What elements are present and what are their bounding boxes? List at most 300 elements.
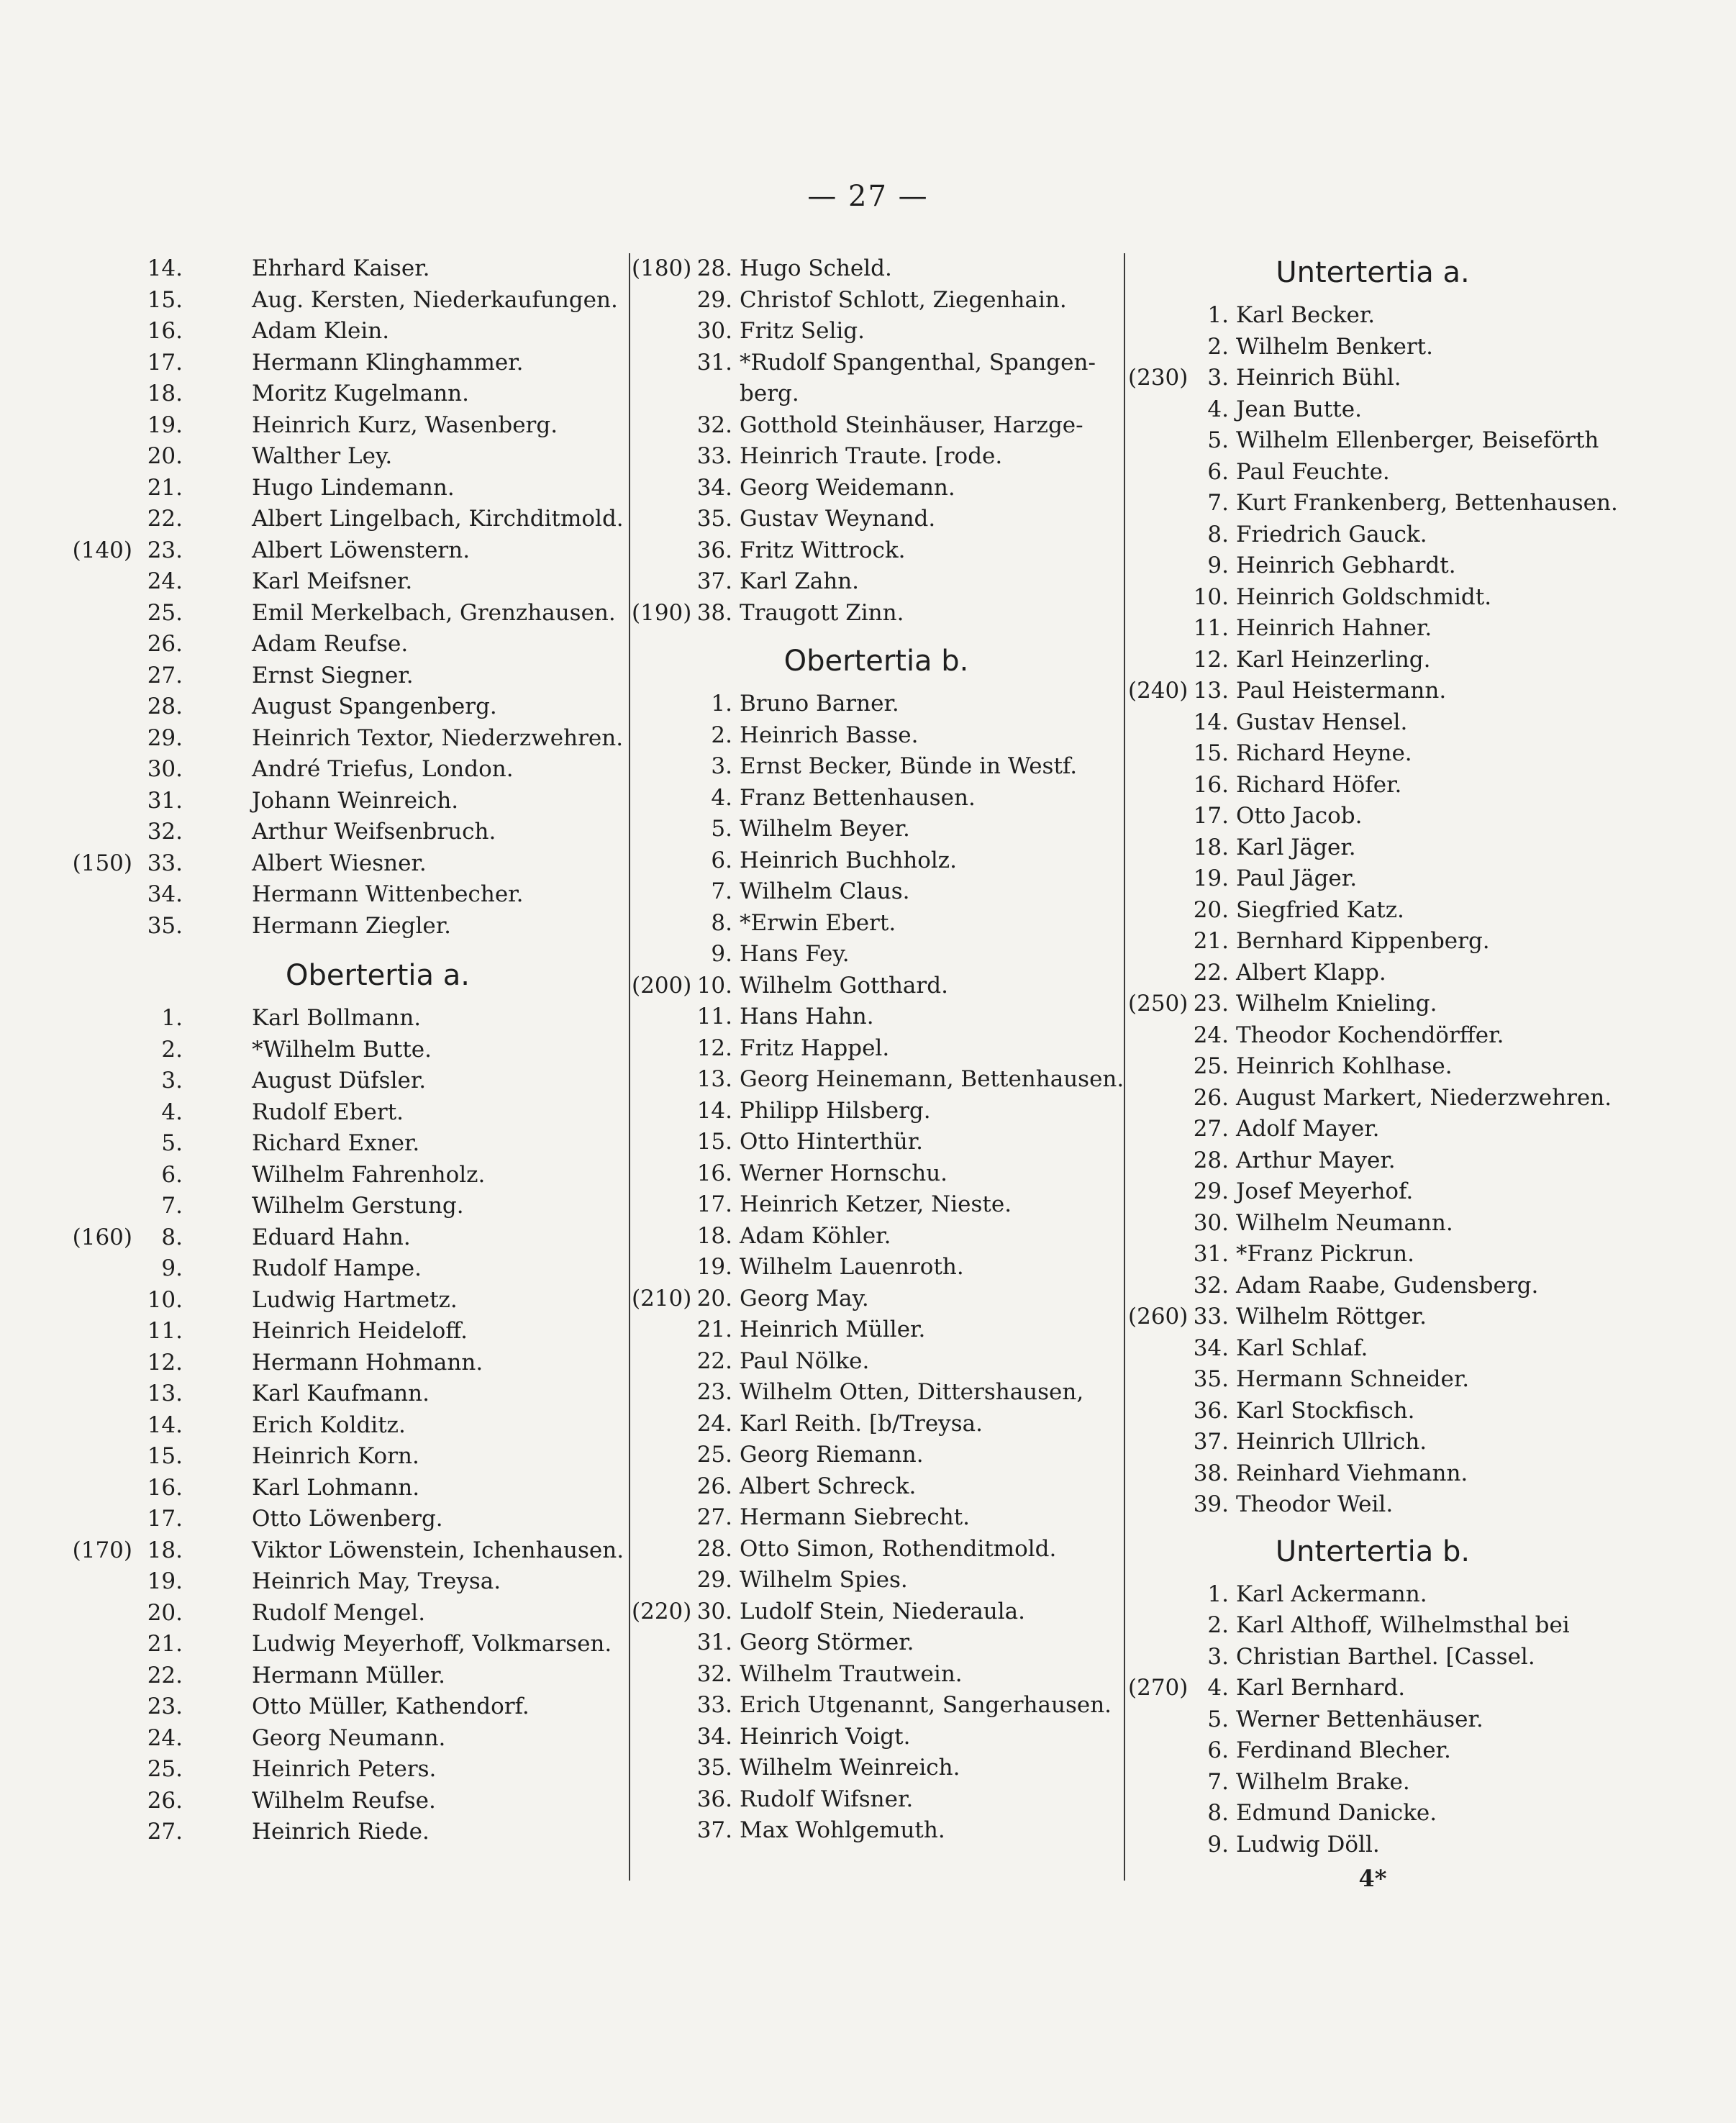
student-entry	[1128, 1767, 1617, 1799]
student-number: 32.	[696, 412, 732, 438]
student-number: 9.	[161, 1255, 183, 1281]
student-name: Albert Löwenstern.	[252, 537, 471, 563]
student-number: 14.	[1193, 709, 1229, 735]
student-name: Rudolf Ebert.	[252, 1099, 404, 1125]
student-number: 34.	[696, 474, 732, 501]
student-number: 6.	[1207, 458, 1229, 485]
column-2	[632, 253, 1124, 1847]
student-count: (260)	[1128, 1304, 1189, 1329]
student-entry	[1128, 1020, 1617, 1052]
student-entry	[137, 378, 619, 410]
student-count: (210)	[632, 1285, 692, 1311]
student-number: 16.	[696, 1160, 732, 1186]
student-name: Heinrich Traute. [rode.	[740, 443, 1003, 469]
student-name: Ernst Siegner.	[252, 662, 414, 688]
student-name: Heinrich Buchholz.	[740, 847, 957, 873]
student-number: 25.	[696, 1442, 732, 1468]
student-number: 9.	[1207, 1831, 1229, 1858]
student-name: Wilhelm Ellenberger, Beiseförth	[1236, 427, 1599, 453]
student-name: Traugott Zinn.	[740, 599, 904, 626]
student-entry	[1128, 332, 1617, 363]
student-number: 24.	[147, 568, 183, 594]
student-name: *Erwin Ebert.	[740, 909, 896, 936]
student-list	[1128, 300, 1617, 1521]
student-number: 15.	[147, 286, 183, 313]
student-entry	[137, 691, 619, 723]
student-name: Albert Klapp.	[1236, 959, 1386, 986]
student-name: Georg Weidemann.	[740, 474, 955, 501]
student-name: Bruno Barner.	[740, 691, 899, 717]
student-name: Viktor Löwenstein, Ichenhausen.	[252, 1537, 624, 1563]
student-entry	[632, 566, 1121, 598]
student-entry	[632, 378, 1121, 410]
student-number: 21.	[147, 474, 183, 501]
student-number: 14.	[696, 1097, 732, 1124]
student-entry	[1128, 863, 1617, 895]
student-entry	[1128, 707, 1617, 739]
student-entry	[632, 410, 1121, 442]
student-name: Albert Schreck.	[740, 1473, 917, 1499]
student-name: Ludwig Meyerhoff, Volkmarsen.	[252, 1631, 612, 1657]
student-number: 7.	[711, 878, 732, 904]
student-entry	[1128, 1489, 1617, 1521]
student-number: 4.	[711, 784, 732, 811]
student-entry	[137, 817, 619, 848]
student-number: 12.	[1193, 646, 1229, 673]
student-name: Reinhard Viehmann.	[1236, 1460, 1468, 1486]
student-name: Hugo Scheld.	[740, 255, 892, 281]
student-name: *Rudolf Spangenthal, Spangen-	[740, 349, 1096, 376]
student-entry	[1128, 1208, 1617, 1240]
student-number: 32.	[696, 1660, 732, 1687]
student-number: 31.	[696, 1629, 732, 1655]
student-entry	[632, 1158, 1121, 1190]
student-number: 5.	[161, 1130, 183, 1156]
student-name: Hermann Wittenbecher.	[252, 881, 524, 907]
student-name: Ernst Becker, Bünde in Westf.	[740, 753, 1078, 779]
student-entry	[632, 1283, 1121, 1315]
student-number: 20.	[147, 1599, 183, 1626]
student-entry	[632, 1064, 1124, 1096]
student-entry	[72, 1535, 624, 1567]
student-entry	[632, 1252, 1121, 1283]
student-number: 36.	[696, 1786, 732, 1812]
student-number: 11.	[147, 1318, 183, 1344]
student-name: Johann Weinreich.	[252, 787, 459, 814]
student-entry	[1128, 425, 1617, 457]
student-name: Werner Hornschu.	[740, 1160, 948, 1186]
student-number: 5.	[711, 816, 732, 842]
student-list	[632, 688, 1124, 1847]
student-name: *Franz Pickrun.	[1236, 1241, 1414, 1267]
student-name: Heinrich Gebhardt.	[1236, 553, 1456, 578]
student-name: Heinrich Ullrich.	[1236, 1429, 1427, 1455]
student-name: Otto Müller, Kathendorf.	[252, 1694, 530, 1719]
student-entry	[137, 285, 619, 317]
student-name: Otto Löwenberg.	[252, 1506, 443, 1532]
student-entry	[1128, 895, 1617, 927]
student-count: (150)	[72, 850, 132, 876]
student-name: Hermann Schneider.	[1236, 1366, 1470, 1392]
student-name: Wilhelm Fahrenholz.	[252, 1161, 486, 1188]
student-entry	[1128, 1270, 1617, 1302]
student-number: 13.	[147, 1381, 183, 1406]
student-number: 4.	[1207, 1675, 1229, 1701]
student-entry	[1128, 801, 1617, 832]
student-number: 27.	[1193, 1116, 1229, 1142]
student-entry	[137, 1035, 619, 1066]
student-number: 17.	[1193, 803, 1229, 829]
student-number: 33.	[1193, 1304, 1229, 1329]
student-entry	[632, 504, 1121, 535]
student-entry	[632, 1471, 1121, 1503]
student-number: 16.	[147, 1474, 183, 1501]
student-name: Theodor Weil.	[1236, 1491, 1394, 1517]
student-entry	[632, 1627, 1121, 1659]
signature-mark: 4*	[1358, 1865, 1387, 1892]
student-number: 23.	[147, 537, 183, 563]
student-number: 18.	[696, 1222, 732, 1249]
student-entry	[632, 1815, 1121, 1847]
student-entry	[1128, 394, 1617, 426]
student-name: Otto Simon, Rothenditmold.	[740, 1535, 1057, 1562]
student-number: 2.	[1207, 1612, 1229, 1638]
student-entry	[137, 1754, 619, 1786]
class-heading: Obertertia a.	[286, 959, 470, 992]
student-name: Wilhelm Röttger.	[1236, 1304, 1427, 1329]
student-number: 28.	[1193, 1147, 1229, 1173]
student-entry	[137, 1191, 619, 1222]
student-entry	[1128, 1673, 1617, 1704]
student-count: (190)	[632, 599, 692, 626]
student-entry	[632, 1314, 1121, 1346]
student-entry	[1128, 770, 1617, 801]
student-name: Paul Jäger.	[1236, 865, 1358, 891]
student-entry	[1128, 1145, 1617, 1177]
student-entry	[1128, 988, 1617, 1020]
student-name: Wilhelm Knieling.	[1236, 991, 1437, 1017]
student-name: Georg May.	[740, 1285, 869, 1311]
student-name: Heinrich Ketzer, Nieste.	[740, 1191, 1012, 1217]
student-name: Albert Lingelbach, Kirchditmold.	[252, 506, 624, 532]
student-entry	[137, 1003, 619, 1035]
student-number: 4.	[1207, 396, 1229, 422]
student-entry	[137, 1598, 619, 1629]
student-name: Franz Bettenhausen.	[740, 784, 976, 811]
student-entry	[137, 660, 619, 692]
student-entry	[1128, 926, 1617, 958]
student-entry	[632, 876, 1121, 908]
student-number: 11.	[1193, 615, 1229, 641]
student-number: 22.	[1193, 959, 1229, 986]
student-name: August Spangenberg.	[252, 694, 497, 719]
student-number: 31.	[147, 787, 183, 814]
student-entry	[1128, 738, 1617, 770]
student-name: Christian Barthel. [Cassel.	[1236, 1643, 1535, 1670]
student-number: 19.	[147, 1568, 183, 1594]
student-name: Ferdinand Blecher.	[1236, 1737, 1451, 1763]
student-number: 18.	[147, 1537, 183, 1563]
student-entry	[632, 1502, 1121, 1534]
student-name: Philipp Hilsberg.	[740, 1097, 931, 1124]
student-number: 30.	[1193, 1209, 1229, 1236]
student-name: Heinrich Müller.	[740, 1317, 926, 1342]
student-number: 34.	[147, 881, 183, 907]
student-name: Fritz Selig.	[740, 318, 865, 344]
student-name: Georg Heinemann, Bettenhausen.	[740, 1066, 1124, 1092]
student-count: (160)	[72, 1224, 132, 1250]
student-name: Aug. Kersten, Niederkaufungen.	[252, 286, 618, 313]
student-number: 30.	[147, 756, 183, 782]
student-name: Karl Bernhard.	[1236, 1675, 1406, 1701]
student-entry	[137, 347, 619, 379]
student-name: Hugo Lindemann.	[252, 474, 455, 501]
student-number: 7.	[1207, 1768, 1229, 1795]
student-name: Rudolf Hampe.	[252, 1255, 422, 1281]
student-name: Gotthold Steinhäuser, Harzge-	[740, 412, 1083, 438]
student-name: Theodor Kochendörffer.	[1236, 1022, 1504, 1048]
student-entry	[137, 754, 619, 786]
student-name: Heinrich Kurz, Wasenberg.	[252, 412, 558, 438]
student-name: Emil Merkelbach, Grenzhausen.	[252, 599, 616, 626]
student-entry	[632, 1409, 1121, 1440]
student-name: *Wilhelm Butte.	[252, 1036, 432, 1063]
class-heading: Obertertia b.	[783, 645, 969, 678]
student-number: 13.	[1193, 678, 1229, 704]
student-entry	[632, 1722, 1121, 1753]
student-name: Fritz Wittrock.	[740, 537, 906, 563]
student-number: 11.	[696, 1004, 732, 1029]
student-number: 10.	[147, 1286, 183, 1313]
student-entry	[632, 1753, 1121, 1784]
student-entry	[1128, 1333, 1617, 1365]
student-number: 33.	[696, 443, 732, 469]
student-number: 23.	[1193, 991, 1229, 1017]
student-number: 35.	[696, 506, 732, 532]
student-name: Fritz Happel.	[740, 1035, 890, 1061]
student-name: August Markert, Niederzwehren.	[1236, 1084, 1612, 1111]
student-name: Arthur Mayer.	[1236, 1147, 1396, 1173]
student-entry	[1128, 1610, 1617, 1642]
student-number: 8.	[161, 1224, 183, 1250]
student-number: 28.	[147, 694, 183, 719]
student-number: 25.	[147, 1756, 183, 1782]
student-name: Wilhelm Gotthard.	[740, 972, 948, 999]
student-number: 27.	[147, 1819, 183, 1845]
student-name: Rudolf Mengel.	[252, 1599, 426, 1626]
student-number: 35.	[696, 1755, 732, 1781]
student-name: Richard Heyne.	[1236, 740, 1412, 766]
student-entry	[137, 1441, 619, 1473]
student-entry	[1128, 832, 1617, 864]
student-number: 7.	[1207, 490, 1229, 516]
student-entry	[632, 1440, 1121, 1471]
student-name: Karl Ackermann.	[1236, 1581, 1427, 1607]
student-number: 15.	[1193, 740, 1229, 766]
student-number: 1.	[711, 691, 732, 717]
student-name: Karl Kaufmann.	[252, 1381, 430, 1406]
student-number: 26.	[147, 1787, 183, 1814]
student-name: Adam Raabe, Gudensberg.	[1236, 1272, 1539, 1299]
student-number: 7.	[161, 1193, 183, 1219]
student-number: 34.	[696, 1723, 732, 1750]
student-number: 13.	[696, 1066, 732, 1092]
student-name: Hermann Klinghammer.	[252, 349, 524, 376]
student-name: Moritz Kugelmann.	[252, 381, 469, 406]
student-number: 6.	[1207, 1737, 1229, 1763]
student-entry	[632, 845, 1121, 877]
student-entry	[1128, 1051, 1617, 1083]
student-name: Heinrich Textor, Niederzwehren.	[252, 724, 624, 751]
student-number: 3.	[711, 753, 732, 779]
student-entry	[1128, 300, 1617, 332]
student-entry	[632, 783, 1121, 814]
student-name: Wilhelm Brake.	[1236, 1768, 1410, 1795]
student-count: (180)	[632, 255, 692, 281]
student-entry	[1128, 1642, 1617, 1673]
student-number: 21.	[147, 1631, 183, 1657]
student-name: Erich Utgenannt, Sangerhausen.	[740, 1692, 1112, 1718]
student-name: Heinrich Voigt.	[740, 1723, 911, 1750]
student-name: Wilhelm Otten, Dittershausen,	[740, 1379, 1084, 1405]
student-number: 23.	[696, 1379, 732, 1405]
student-number: 27.	[147, 662, 183, 688]
student-number: 17.	[147, 1506, 183, 1532]
student-entry	[632, 1033, 1121, 1065]
student-number: 20.	[696, 1285, 732, 1311]
student-entry	[137, 473, 619, 504]
student-name: Heinrich May, Treysa.	[252, 1568, 501, 1594]
student-number: 20.	[147, 443, 183, 469]
student-name: Heinrich Goldschmidt.	[1236, 583, 1492, 610]
student-number: 23.	[147, 1694, 183, 1719]
student-name: Wilhelm Claus.	[740, 878, 910, 904]
student-number: 19.	[1193, 865, 1229, 891]
student-number: 12.	[147, 1349, 183, 1376]
class-heading: Untertertia a.	[1276, 256, 1470, 289]
student-entry	[1128, 363, 1617, 394]
student-entry	[137, 786, 619, 817]
student-number: 12.	[696, 1035, 732, 1061]
student-entry	[137, 1316, 619, 1347]
class-heading: Untertertia b.	[1275, 1535, 1471, 1568]
student-entry	[632, 939, 1121, 970]
student-number: 18.	[147, 381, 183, 406]
student-number: 21.	[1193, 928, 1229, 954]
student-number: 36.	[1193, 1397, 1229, 1424]
student-entry	[1128, 457, 1617, 488]
student-entry	[137, 911, 619, 942]
student-name: Adam Köhler.	[740, 1222, 891, 1249]
student-name: Hermann Siebrecht.	[740, 1504, 971, 1530]
student-name: Wilhelm Weinreich.	[740, 1755, 960, 1781]
student-count: (220)	[632, 1598, 692, 1624]
student-count: (240)	[1128, 678, 1189, 704]
student-number: 10.	[696, 972, 732, 999]
student-number: 17.	[147, 349, 183, 376]
student-name: Wilhelm Reufse.	[252, 1787, 436, 1814]
student-list	[1128, 1579, 1617, 1861]
student-name: Ludolf Stein, Niederaula.	[740, 1598, 1026, 1624]
student-name: Walther Ley.	[252, 443, 393, 469]
student-name: Wilhelm Neumann.	[1236, 1209, 1453, 1236]
student-number: 38.	[696, 599, 732, 626]
student-entry	[137, 879, 619, 911]
student-entry	[137, 1691, 619, 1723]
student-number: 31.	[1193, 1241, 1229, 1267]
student-number: 29.	[147, 724, 183, 751]
student-entry	[632, 1127, 1121, 1158]
student-entry	[632, 1659, 1121, 1691]
student-number: 6.	[161, 1161, 183, 1188]
student-count: (170)	[72, 1537, 132, 1563]
student-number: 37.	[696, 568, 732, 594]
student-name: Wilhelm Beyer.	[740, 816, 910, 842]
student-number: 37.	[1193, 1429, 1229, 1455]
student-entry	[632, 814, 1121, 845]
student-entry	[632, 1377, 1121, 1409]
student-name: Gustav Hensel.	[1236, 709, 1408, 735]
student-name: Hermann Müller.	[252, 1662, 446, 1688]
student-entry	[632, 751, 1121, 783]
student-entry	[1128, 645, 1617, 676]
student-name: Werner Bettenhäuser.	[1236, 1706, 1483, 1732]
student-entry	[1128, 1396, 1617, 1427]
student-entry	[137, 1817, 619, 1848]
student-number: 26.	[147, 631, 183, 657]
student-number: 8.	[1207, 521, 1229, 547]
student-number: 24.	[696, 1410, 732, 1437]
student-entry	[1128, 613, 1617, 645]
student-name: Heinrich Peters.	[252, 1756, 437, 1782]
student-entry	[1128, 1735, 1617, 1767]
student-entry	[137, 1160, 619, 1191]
student-entry	[632, 316, 1121, 347]
student-number: 36.	[696, 537, 732, 563]
student-name: Ludwig Hartmetz.	[252, 1286, 458, 1313]
student-entry	[137, 1786, 619, 1817]
student-name: Wilhelm Gerstung.	[252, 1193, 464, 1219]
column-3	[1128, 253, 1617, 1892]
student-entry	[1128, 1427, 1617, 1458]
student-entry	[632, 253, 1121, 285]
student-number: 16.	[147, 318, 183, 344]
student-name: Wilhelm Lauenroth.	[740, 1254, 964, 1280]
student-number: 10.	[1193, 583, 1229, 610]
student-name: Wilhelm Trautwein.	[740, 1660, 963, 1687]
student-number: 22.	[696, 1347, 732, 1374]
student-entry	[632, 1221, 1121, 1253]
student-entry	[137, 1723, 619, 1755]
student-name: Adolf Mayer.	[1236, 1116, 1380, 1142]
student-number: 3.	[1207, 365, 1229, 391]
student-number: 29.	[696, 286, 732, 313]
student-entry	[632, 970, 1121, 1002]
student-number: 5.	[1207, 427, 1229, 453]
student-name: Adam Reufse.	[252, 631, 409, 657]
student-number: 20.	[1193, 896, 1229, 923]
student-number: 4.	[161, 1099, 183, 1125]
student-number: 32.	[147, 819, 183, 845]
student-name: Wilhelm Benkert.	[1236, 333, 1433, 360]
student-count: (200)	[632, 972, 692, 999]
student-name: Heinrich Heideloff.	[252, 1318, 468, 1344]
student-name: Rudolf Wifsner.	[740, 1786, 914, 1812]
student-name: Richard Höfer.	[1236, 771, 1402, 798]
student-list	[72, 253, 624, 942]
student-name: Siegfried Katz.	[1236, 896, 1404, 923]
student-number: 33.	[147, 850, 183, 876]
